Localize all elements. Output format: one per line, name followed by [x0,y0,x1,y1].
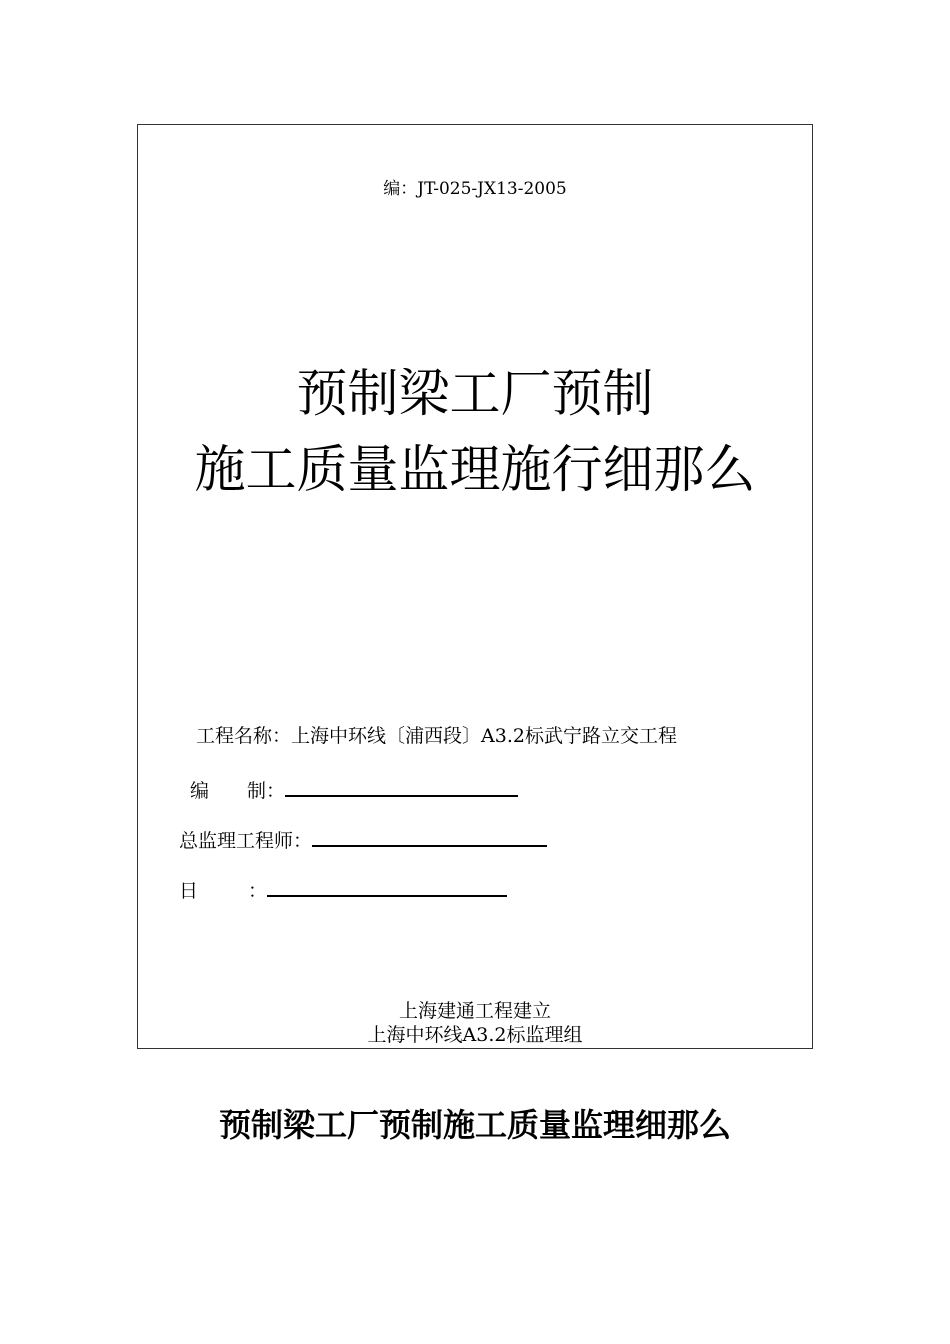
date-label-part-2: ： [248,880,268,902]
date-blank-line [267,875,507,897]
cover-frame [137,124,813,1049]
chief-supervisor-label: 总监理工程师： [179,830,313,852]
editor-blank-line [285,775,518,797]
cover-title-line-2: 施工质量监理施行细那么 [194,441,756,500]
cover-title [138,357,812,509]
date-field [179,875,507,903]
cover-title-line-1: 预制梁工厂预制 [296,365,654,424]
document-number: 编：JT-025-JX13-2005 [383,179,567,199]
project-name-label: 工程名称： [196,725,292,747]
project-name-value: 上海中环线〔浦西段〕A3.2标武宁路立交工程 [291,725,677,747]
supervision-group-name: 上海中环线A3.2标监理组 [367,1024,583,1046]
date-label-part-1: 日 [179,880,199,902]
project-name-field [196,724,677,748]
section-heading: 预制梁工厂预制施工质量监理细那么 [218,1106,731,1144]
chief-supervisor-blank-line [312,825,547,847]
chief-supervisor-field [179,825,547,853]
editor-field [190,775,518,803]
editor-label-part-1: 编 [190,780,210,802]
organization-name: 上海建通工程建立 [398,1000,551,1022]
editor-label-part-2: 制： [247,780,286,802]
